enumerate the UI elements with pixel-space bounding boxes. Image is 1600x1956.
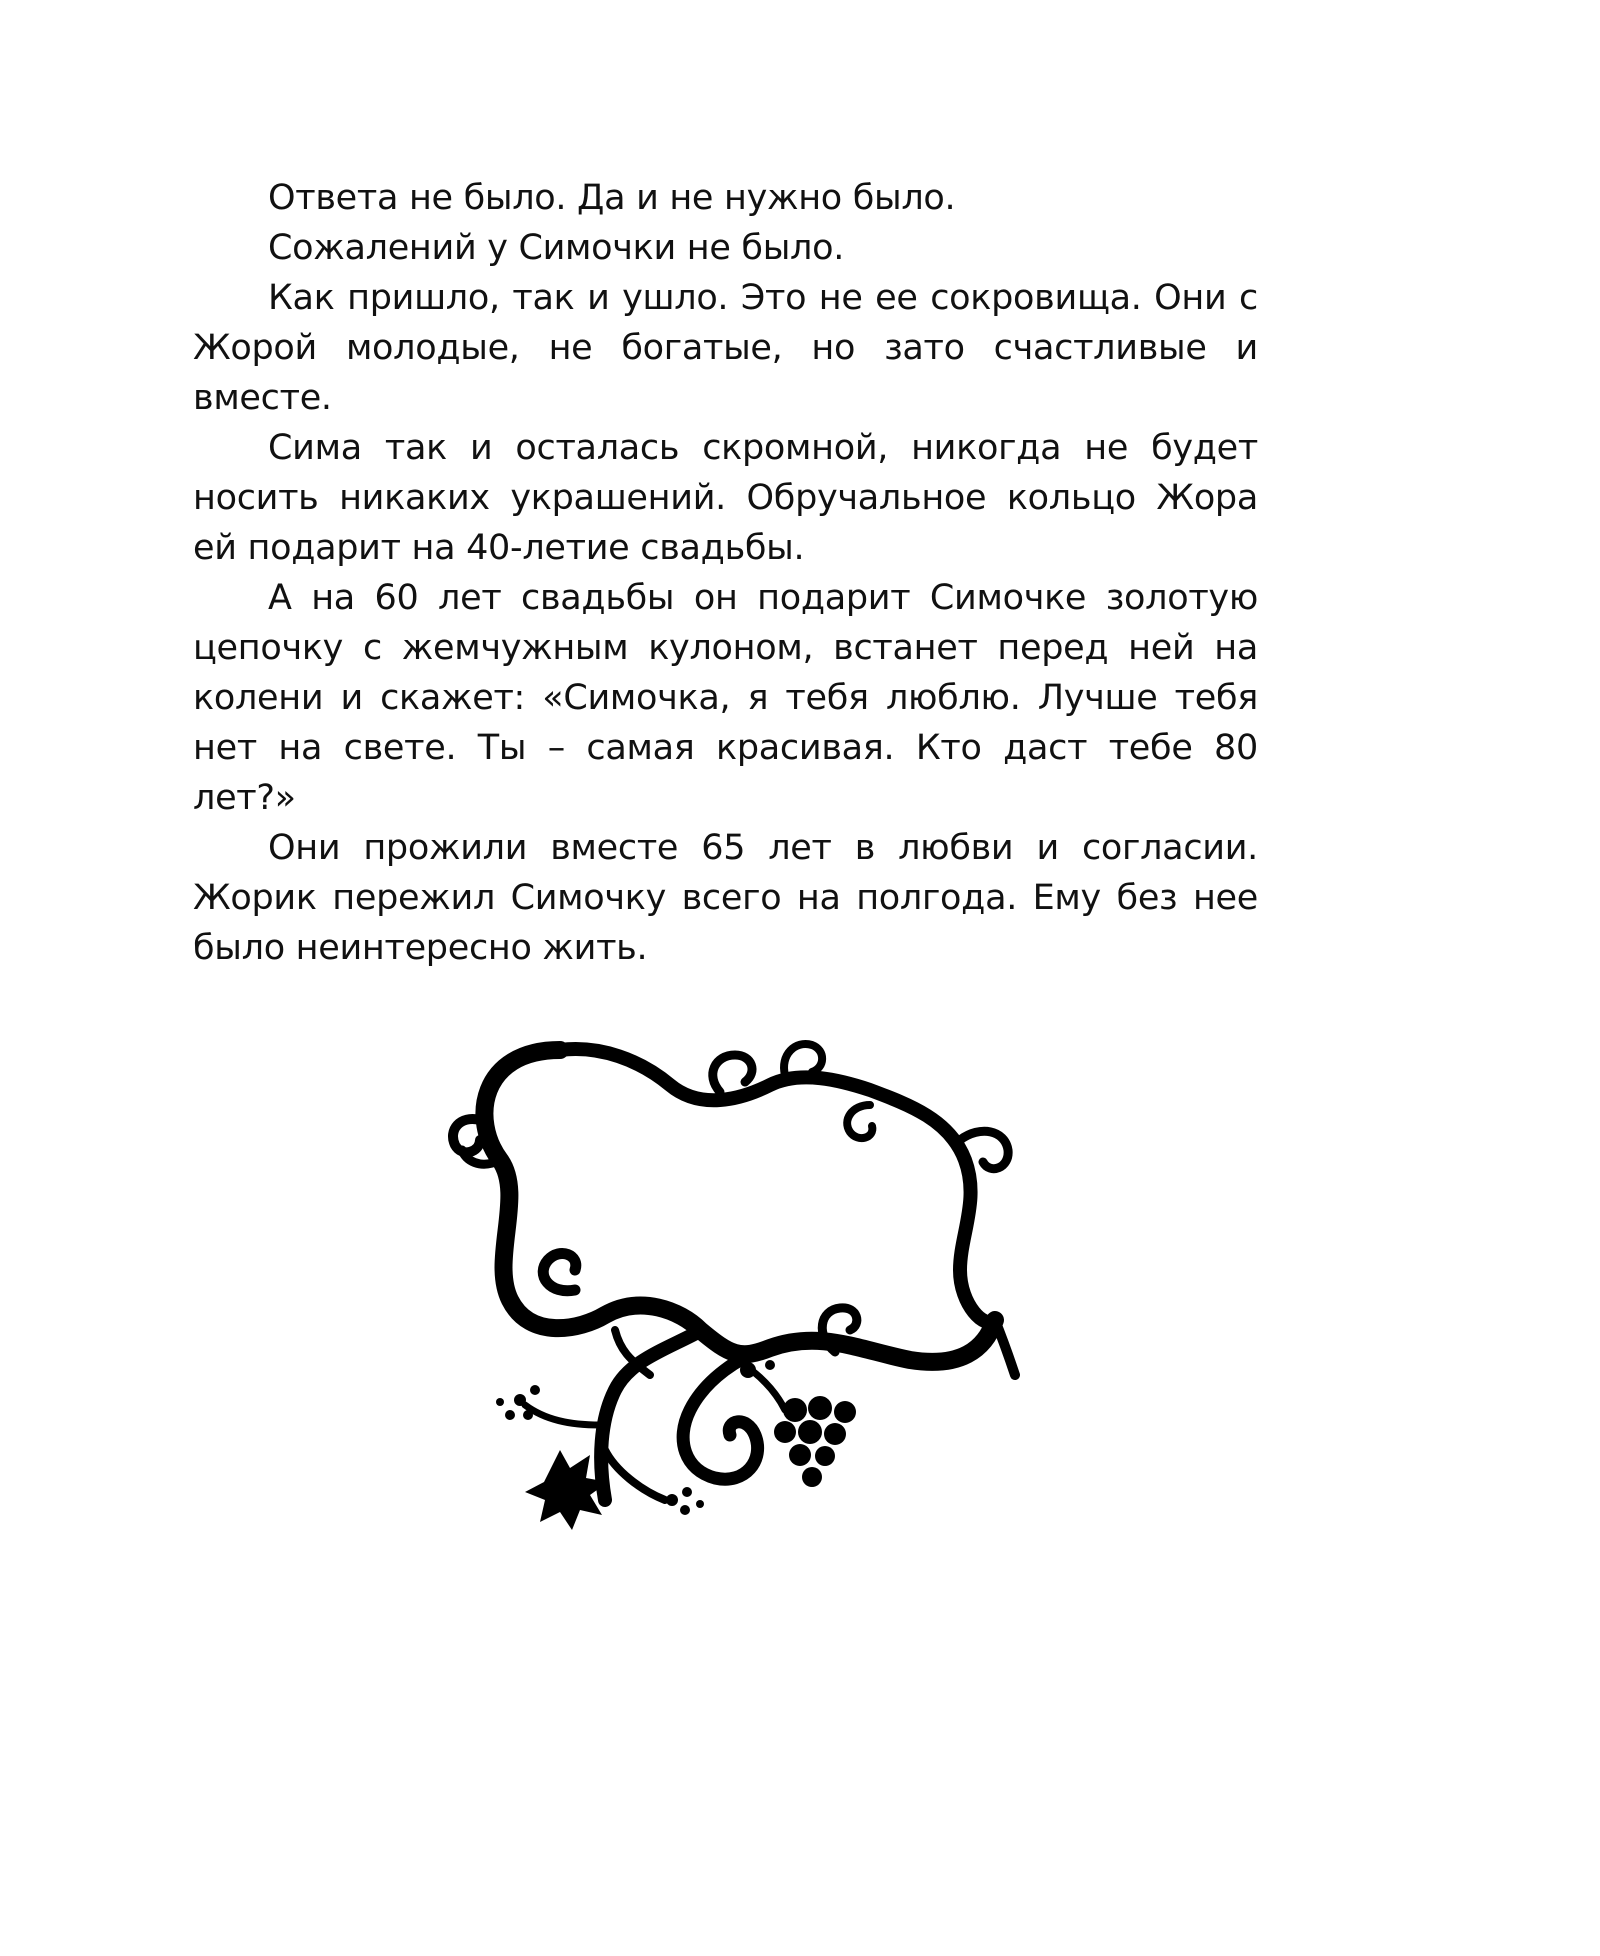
page-text bbox=[193, 173, 1258, 973]
paragraph-2: Сожалений у Симочки не было. bbox=[268, 228, 845, 268]
vine-ornament-icon bbox=[440, 1030, 1060, 1550]
paragraph-1: Ответа не было. Да и не нужно было. bbox=[268, 178, 956, 218]
paragraph-6: Они прожили вместе 65 лет в любви и согласии. Жорик пережил Симочку всего на полгода. Ему без нее было неинтересно жить. bbox=[193, 828, 1258, 968]
paragraph-4: Сима так и осталась скромной, никогда не будет носить никаких украшений. Обручальное кольцо Жора ей подарит на 40-летие свадьбы. bbox=[193, 428, 1258, 568]
paragraph-5: А на 60 лет свадьбы он подарит Симочке золотую цепочку с жемчужным кулоном, встанет перед ней на колени и скажет: «Симочка, я тебя люблю. Лучше тебя нет на свете. Ты – самая красивая. Кто даст тебе 80 лет?» bbox=[193, 578, 1258, 818]
paragraph-3: Как пришло, так и ушло. Это не ее сокровища. Они с Жорой молодые, не богатые, но зато счастливые и вместе. bbox=[193, 278, 1258, 418]
